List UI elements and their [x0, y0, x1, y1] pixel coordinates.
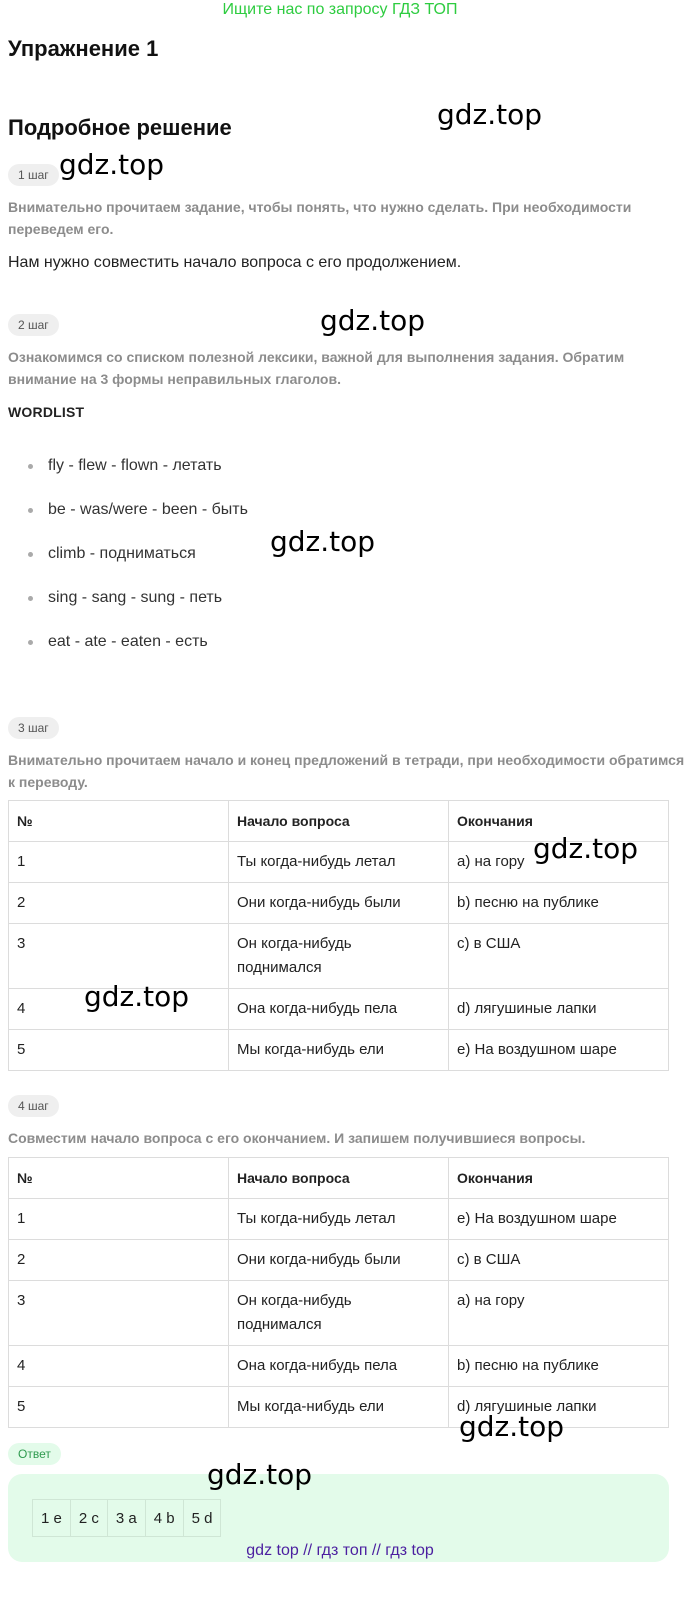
table-cell: a) на гору: [449, 1281, 669, 1346]
table-cell: e) На воздушном шаре: [449, 1199, 669, 1240]
table-cell: 5: [9, 1387, 229, 1428]
table-cell: 3: [9, 1281, 229, 1346]
watermark: gdz.top: [59, 148, 165, 181]
table-cell: 2: [9, 1240, 229, 1281]
table-header-row: [9, 1158, 669, 1199]
step-1-badge: 1 шаг: [8, 164, 59, 186]
table-row: [9, 924, 669, 989]
step-4-badge: 4 шаг: [8, 1095, 59, 1117]
word-list: [28, 454, 248, 674]
table-cell: c) в США: [449, 1240, 669, 1281]
table-cell: Ты когда-нибудь летал: [229, 1199, 449, 1240]
answer-cell: 3 a: [107, 1499, 146, 1537]
table-cell: Мы когда-нибудь ели: [229, 1387, 449, 1428]
table-cell: 1: [9, 1199, 229, 1240]
table-cell: 1: [9, 842, 229, 883]
answer-cell: 2 c: [70, 1499, 108, 1537]
answer-cell: 5 d: [183, 1499, 222, 1537]
table-cell: d) лягушиные лапки: [449, 989, 669, 1030]
step-4-description: Совместим начало вопроса с его окончанием. И запишем получившиеся вопросы.: [8, 1130, 586, 1146]
step-2-description: Ознакомимся со списком полезной лексики, важной для выполнения задания. Обратим внимание на 3 формы неправильных глаголов.: [8, 349, 625, 387]
word-list-item: sing - sang - sung - петь: [28, 586, 248, 630]
table-header-cell: Окончания: [449, 1158, 669, 1199]
table-cell: b) песню на публике: [449, 1346, 669, 1387]
step-2-badge: 2 шаг: [8, 314, 59, 336]
table-header-cell: Начало вопроса: [229, 801, 449, 842]
table-header-cell: №: [9, 801, 229, 842]
table-row: [9, 1199, 669, 1240]
page-title: Упражнение 1: [8, 36, 159, 61]
step-1-text: Нам нужно совместить начало вопроса с его продолжением.: [8, 254, 462, 271]
table-cell: Она когда-нибудь пела: [229, 989, 449, 1030]
word-list-item: be - was/were - been - быть: [28, 498, 248, 542]
table-cell: e) На воздушном шаре: [449, 1030, 669, 1071]
table-row: [9, 883, 669, 924]
watermark: gdz.top: [459, 1410, 565, 1443]
table-row: [9, 1281, 669, 1346]
word-list-item: eat - ate - eaten - есть: [28, 630, 248, 674]
table-row: [9, 1387, 669, 1428]
table-cell: c) в США: [449, 924, 669, 989]
answer-cell: 1 e: [32, 1499, 71, 1537]
watermark: gdz.top: [270, 525, 376, 558]
word-list-item: climb - подниматься: [28, 542, 248, 586]
answer-cells: [32, 1499, 220, 1537]
step-4-table: [8, 1157, 669, 1428]
table-cell: Они когда-нибудь были: [229, 883, 449, 924]
answer-cell: 4 b: [145, 1499, 184, 1537]
table-cell: b) песню на публике: [449, 883, 669, 924]
table-cell: a) на гору: [449, 842, 669, 883]
word-list-item: fly - flew - flown - летать: [28, 454, 248, 498]
footer-links[interactable]: gdz top // гдз топ // гдз top: [246, 1542, 434, 1559]
table-cell: Они когда-нибудь были: [229, 1240, 449, 1281]
step-3-description: Внимательно прочитаем начало и конец предложений в тетради, при необходимости обратимся к переводу.: [8, 752, 685, 790]
table-row: [9, 1030, 669, 1071]
section-title: Подробное решение: [8, 115, 232, 140]
table-cell: 3: [9, 924, 229, 989]
table-cell: Он когда-нибудь поднимался: [229, 924, 449, 989]
table-cell: 5: [9, 1030, 229, 1071]
table-row: [9, 1240, 669, 1281]
watermark: gdz.top: [207, 1458, 313, 1491]
table-header-cell: Окончания: [449, 801, 669, 842]
step-3-badge: 3 шаг: [8, 717, 59, 739]
watermark: gdz.top: [320, 304, 426, 337]
table-row: [9, 1346, 669, 1387]
table-cell: 4: [9, 989, 229, 1030]
top-banner[interactable]: Ищите нас по запросу ГДЗ ТОП: [222, 1, 458, 18]
table-cell: d) лягушиные лапки: [449, 1387, 669, 1428]
table-header-cell: Начало вопроса: [229, 1158, 449, 1199]
watermark: gdz.top: [84, 980, 190, 1013]
table-cell: Она когда-нибудь пела: [229, 1346, 449, 1387]
table-cell: 2: [9, 883, 229, 924]
table-cell: Ты когда-нибудь летал: [229, 842, 449, 883]
answer-badge: Ответ: [8, 1443, 61, 1465]
table-header-cell: №: [9, 1158, 229, 1199]
step-1-description: Внимательно прочитаем задание, чтобы понять, что нужно сделать. При необходимости переведем его.: [8, 199, 632, 237]
watermark: gdz.top: [533, 832, 639, 865]
table-cell: Он когда-нибудь поднимался: [229, 1281, 449, 1346]
watermark: gdz.top: [437, 98, 543, 131]
table-cell: Мы когда-нибудь ели: [229, 1030, 449, 1071]
wordlist-title: WORDLIST: [8, 404, 85, 420]
table-cell: 4: [9, 1346, 229, 1387]
